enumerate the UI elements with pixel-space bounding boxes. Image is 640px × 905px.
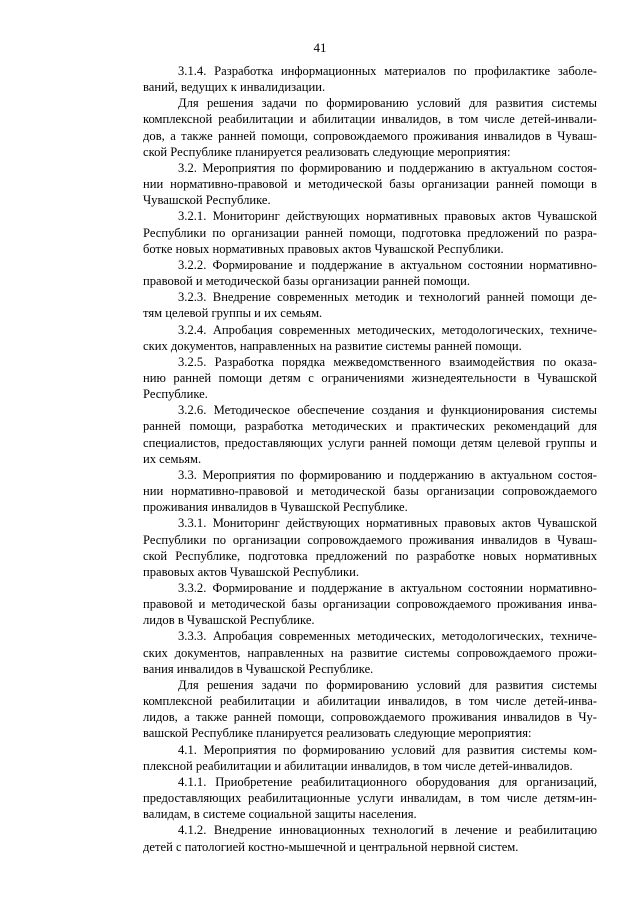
paragraph — [108, 354, 597, 402]
text-line: Республики по организации ранней помощи, подготовка предложений по разра- — [143, 225, 597, 240]
text-line: 3.3.2. Формирование и поддержание в актуальном состоянии нормативно- — [178, 581, 597, 595]
text-line: вания инвалидов в Чувашской Республике. — [143, 661, 374, 676]
paragraph — [108, 95, 597, 160]
text-line: правовой и методической базы организации сопровождаемого проживания инва- — [143, 597, 597, 612]
text-line: валидам, в системе социальной защиты населения. — [143, 807, 417, 822]
paragraph — [108, 402, 597, 467]
text-line: комплексной реабилитации и абилитации инвалидов, в том числе детей-инвали- — [143, 112, 597, 127]
text-line: Республики по организации сопровождаемого проживания инвалидов в Чуваш- — [143, 532, 597, 547]
text-line: предоставляющих реабилитационные услуги инвалидам, в том числе детям-ин- — [143, 791, 597, 806]
paragraph — [108, 515, 597, 580]
text-line: 4.1.1. Приобретение реабилитационного оборудования для организаций, — [178, 774, 597, 789]
text-line: плексной реабилитации и абилитации инвалидов, в том числе детей-инвалидов. — [143, 758, 573, 773]
text-line: 4.1. Мероприятия по формированию условий для развития системы ком- — [178, 742, 597, 757]
text-line: 3.1.4. Разработка информационных материалов по профилактике заболе- — [178, 64, 597, 78]
text-line: 3.3.3. Апробация современных методических, методологических, техниче- — [178, 629, 597, 644]
text-line: Для решения задачи по формированию условий для развития системы — [178, 677, 597, 692]
paragraph — [108, 774, 597, 822]
document-body — [108, 63, 597, 855]
text-line: 3.3. Мероприятия по формированию и поддержанию в актуальном состоя- — [178, 467, 597, 482]
text-line: проживания инвалидов в Чувашской Республике. — [143, 500, 408, 515]
text-line: лидов в Чувашской Республике. — [143, 613, 315, 628]
text-line: нии нормативно-правовой и методической базы организации сопровождаемого — [143, 484, 597, 499]
paragraph — [108, 160, 597, 208]
text-line: правовых актов Чувашской Республики. — [143, 564, 360, 579]
text-line: ских документов, направленных на развитие системы сопровождаемого прожи- — [143, 645, 597, 660]
text-line: 3.2. Мероприятия по формированию и поддержанию в актуальном состоя- — [178, 160, 597, 175]
paragraph — [108, 257, 597, 289]
text-line: тям целевой группы и их семьям. — [143, 306, 323, 321]
paragraph — [108, 742, 597, 774]
text-line: 3.3.1. Мониторинг действующих нормативных правовых актов Чувашской — [178, 516, 597, 531]
text-line: 3.2.4. Апробация современных методических, методологических, техниче- — [178, 322, 597, 337]
text-line: ботке новых нормативных правовых актов Чувашской Республики. — [143, 241, 504, 256]
text-line: ской Республике, подготовка предложений по разработке новых нормативных — [143, 548, 597, 563]
text-line: 3.2.5. Разработка порядка межведомственного взаимодействия по оказа- — [178, 354, 597, 369]
text-line: Республике. — [143, 387, 208, 402]
paragraph — [108, 208, 597, 256]
paragraph — [108, 822, 597, 854]
text-line: ских документов, направленных на развитие системы ранней помощи. — [143, 338, 522, 353]
paragraph — [108, 467, 597, 515]
paragraph — [108, 677, 597, 742]
paragraph — [108, 63, 597, 95]
text-line: ваний, ведущих к инвалидизации. — [143, 80, 326, 95]
text-line: ской Республике планируется реализовать следующие мероприятия: — [143, 144, 511, 159]
paragraph — [108, 628, 597, 676]
text-line: 3.2.2. Формирование и поддержание в актуальном состоянии нормативно- — [178, 257, 597, 272]
text-line: лидов, а также ранней помощи, сопровождаемого проживания инвалидов в Чу- — [143, 710, 597, 725]
text-line: вашской Республике планируется реализовать следующие мероприятия: — [143, 726, 532, 741]
paragraph — [108, 289, 597, 321]
text-line: дов, а также ранней помощи, сопровождаемого проживания инвалидов в Чуваш- — [143, 128, 597, 143]
text-line: их семьям. — [143, 451, 202, 466]
text-line: нии нормативно-правовой и методической базы организации ранней помощи в — [143, 177, 597, 192]
text-line: 3.2.6. Методическое обеспечение создания и функционирования системы — [178, 403, 597, 418]
text-line: правовой и методической базы организации ранней помощи. — [143, 274, 471, 289]
page-number: 41 — [313, 40, 327, 55]
text-line: нию ранней помощи детям с ограничениями жизнедеятельности в Чувашской — [143, 370, 597, 385]
paragraph — [108, 580, 597, 628]
text-line: ранней помощи, разработка методических и практических рекомендаций для — [143, 419, 597, 434]
text-line: Чувашской Республике. — [143, 193, 271, 208]
text-line: Для решения задачи по формированию условий для развития системы — [178, 96, 597, 111]
text-line: детей с патологией костно-мышечной и центральной нервной систем. — [143, 839, 519, 854]
text-line: 3.2.1. Мониторинг действующих нормативных правовых актов Чувашской — [178, 209, 597, 224]
text-line: 3.2.3. Внедрение современных методик и технологий ранней помощи де- — [178, 290, 597, 305]
text-line: комплексной реабилитации и абилитации инвалидов, в том числе детей-инва- — [143, 694, 597, 709]
text-line: 4.1.2. Внедрение инновационных технологий в лечение и реабилитацию — [178, 823, 597, 838]
text-line: специалистов, предоставляющих услуги ранней помощи детям целевой группы и — [143, 435, 597, 450]
paragraph — [108, 322, 597, 354]
